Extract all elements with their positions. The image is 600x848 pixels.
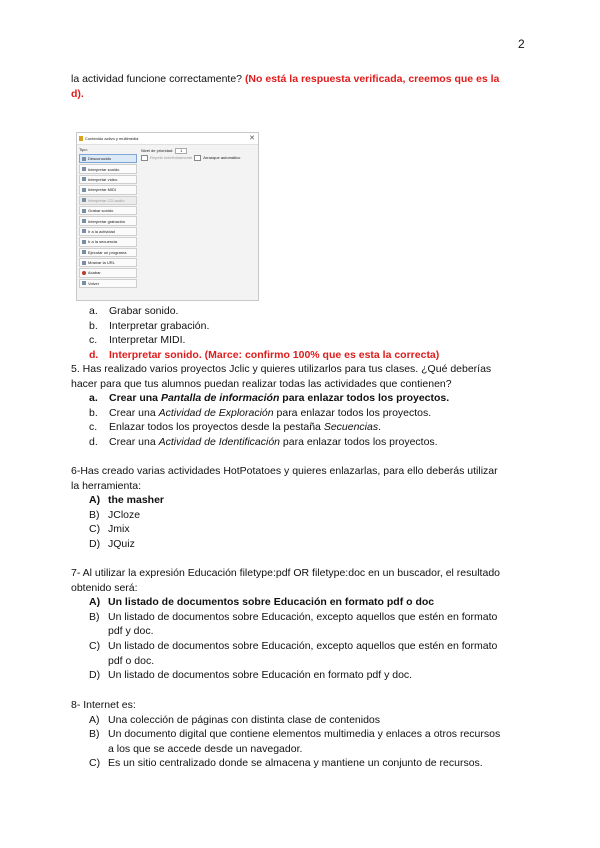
options-panel — [141, 147, 240, 161]
media-type-icon — [82, 229, 86, 233]
option-item: C) Jmix — [89, 523, 130, 536]
type-list — [79, 147, 137, 289]
intro-note-1: (No está la respuesta verificada, creemos que es la — [244, 73, 500, 85]
q5-question-1: 5. Has realizado varios proyectos Jclic y quieres utilizarlos para tus clases. ¿Qué deberías — [71, 363, 492, 375]
option-item-correct: A) Un listado de documentos sobre Educación en formato pdf o doc — [89, 596, 435, 609]
option-item: c. Interpretar MIDI. — [89, 334, 186, 347]
tipo-label: Tipo: — [79, 147, 88, 152]
type-item: Acabar — [79, 268, 137, 277]
intro-note-2: d). — [71, 87, 84, 100]
type-item: Ejecutar un programa — [79, 248, 137, 257]
option-item: B) Un documento digital que contiene elementos multimedia y enlaces a otros recursos a los que se accede desde un navegador. — [89, 728, 501, 755]
dialog-title-bar — [77, 133, 258, 145]
option-item: a. Grabar sonido. — [89, 305, 179, 317]
q5-question-2: hacer para que tus alumnos puedan realizar todas las actividades que contienen? — [71, 377, 452, 390]
option-item: B) Un listado de documentos sobre Educación, excepto aquellos que estén en formato pdf y doc. — [89, 610, 498, 638]
option-item: A) Una colección de páginas con distinta clase de contenidos — [89, 713, 381, 726]
type-item: Interpretar CD-audio — [79, 196, 137, 205]
q6-question-1: 6-Has creado varias actividades HotPotatoes y quieres enlazarlas, para ello deberás utilizar — [71, 465, 498, 477]
option-item-correct: A) the masher — [89, 494, 165, 507]
type-item: Interpretar vídeo — [79, 175, 137, 184]
type-item: Ir a la actividad — [79, 227, 137, 236]
option-item: b. Crear una Actividad de Exploración para enlazar todos los proyectos. — [89, 406, 432, 419]
media-type-icon — [82, 157, 86, 161]
media-type-icon — [82, 198, 86, 202]
intro-paragraph — [71, 72, 531, 101]
q4-options — [71, 304, 531, 362]
media-type-icon — [82, 281, 86, 285]
q7-question-1: 7- Al utilizar la expresión Educación filetype:pdf OR filetype:doc en un buscador, el resultado — [71, 567, 500, 579]
autostart-option: Arranque automático — [203, 155, 241, 160]
option-item-correct: a. Crear una Pantalla de información para enlazar todos los proyectos. — [89, 392, 450, 405]
option-item: b. Interpretar grabación. — [89, 319, 210, 332]
option-item: D) JQuiz — [89, 537, 135, 550]
q6-question-2: la herramienta: — [71, 479, 142, 492]
media-type-icon — [82, 177, 86, 181]
type-item: Desconocido — [79, 154, 137, 163]
media-type-icon — [82, 209, 86, 213]
q8-question: 8- Internet es: — [71, 699, 136, 711]
page-number: 2 — [518, 37, 525, 51]
type-item: Volver — [79, 279, 137, 288]
type-item: Interpretar grabación — [79, 216, 137, 225]
media-type-icon — [82, 188, 86, 192]
question-6 — [71, 464, 531, 552]
type-item: Interpretar MIDI — [79, 185, 137, 194]
question-7 — [71, 566, 531, 683]
app-logo-icon — [79, 136, 83, 141]
embedded-screenshot — [76, 132, 259, 301]
close-icon: ✕ — [249, 135, 255, 142]
option-item: c. Enlazar todos los proyectos desde la pestaña Secuencias. — [89, 421, 382, 434]
question-5 — [71, 362, 531, 450]
media-type-icon — [82, 219, 86, 223]
option-item-correct: d. Interpretar sonido. (Marce: confirmo 100% que es esta la correcta) — [89, 348, 440, 361]
media-type-icon — [82, 240, 86, 244]
q7-question-2: obtenido será: — [71, 581, 138, 594]
stop-icon — [82, 271, 86, 275]
checkbox-icon — [194, 155, 201, 161]
type-item: Mostrar la URL — [79, 258, 137, 267]
dialog-title: Contenido activo y multimedia — [85, 136, 139, 141]
option-item: C) Un listado de documentos sobre Educación, excepto aquellos que estén en formato pdf o doc. — [89, 639, 498, 667]
checkbox-icon — [141, 155, 148, 161]
question-8 — [71, 698, 531, 771]
option-item: D) Un listado de documentos sobre Educación en formato pdf y doc. — [89, 669, 413, 682]
intro-text: la actividad funcione correctamente? — [71, 73, 245, 85]
media-type-icon — [82, 261, 86, 265]
option-item: B) JCloze — [89, 508, 141, 521]
level-label: Nivel de prioridad: — [141, 148, 174, 153]
option-item: d. Crear una Actividad de Identificación para enlazar todos los proyectos. — [89, 435, 438, 448]
option-item: C) Es un sitio centralizado donde se almacena y mantiene un conjunto de recursos. — [89, 757, 483, 770]
type-item: Interpretar sonido — [79, 164, 137, 173]
repeat-option: Repetir indefinidamente — [150, 155, 193, 160]
type-item: Ir a la secuencia — [79, 237, 137, 246]
level-field: 1 — [175, 148, 187, 154]
media-type-icon — [82, 250, 86, 254]
media-type-icon — [82, 167, 86, 171]
type-item: Grabar sonido — [79, 206, 137, 215]
